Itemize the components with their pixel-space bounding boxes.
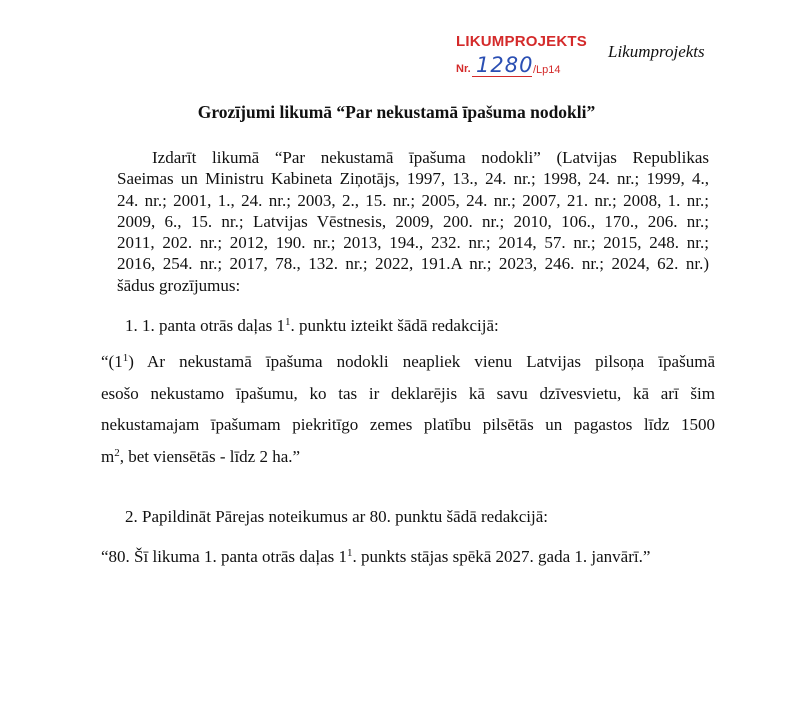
quote2-text-before: “80. Šī likuma 1. panta otrās daļas 1 <box>101 547 347 566</box>
quote1-line: esošo nekustamo īpašumu, ko tas ir deklarējis kā savu dzīvesvietu, kā arī šim <box>101 383 715 403</box>
intro-line: 2016, 254. nr.; 2017, 78., 132. nr.; 2022, 191.A nr.; 2023, 246. nr.; 2024, 62. nr.) <box>117 254 709 274</box>
quote2-superscript: 1 <box>346 546 353 559</box>
quote1-line1-before: “(1 <box>101 352 123 371</box>
stamp-suffix: /Lp14 <box>533 64 561 76</box>
amendment-quote-2 <box>101 547 650 567</box>
amendment-quote-1 <box>101 346 715 472</box>
intro-line: Izdarīt likumā “Par nekustamā īpašuma nodokli” (Latvijas Republikas <box>152 148 709 167</box>
document-title: Grozījumi likumā “Par nekustamā īpašuma nodokli” <box>197 102 596 122</box>
intro-paragraph <box>117 147 709 296</box>
likumprojekts-stamp <box>456 33 587 81</box>
quote1-superscript: 1 <box>122 351 129 364</box>
intro-line: 24. nr.; 2001, 1., 24. nr.; 2003, 2., 15. nr.; 2005, 24. nr.; 2007, 21. nr.; 2008, 1. nr.; <box>117 190 709 210</box>
quote1-line: nekustamajam īpašumam piekritīgo zemes platību pilsētās un pagastos līdz 1500 <box>101 415 715 434</box>
stamp-number-line <box>456 53 568 81</box>
quote1-line <box>101 441 715 473</box>
stamp-title: LIKUMPROJEKTS <box>456 33 587 50</box>
amendment-item-1 <box>125 316 499 336</box>
intro-line: Saeimas un Ministru Kabineta Ziņotājs, 1997, 13., 24. nr.; 1998, 24. nr.; 1999, 4., <box>117 169 709 189</box>
quote1-line4-before: m <box>101 446 115 466</box>
item1-text-before: 1. 1. panta otrās daļas 1 <box>125 316 286 335</box>
amendment-item-2: 2. Papildināt Pārejas noteikumus ar 80. punktu šādā redakcijā: <box>125 507 549 526</box>
quote1-line4-superscript: 2 <box>114 446 120 459</box>
intro-line: 2009, 6., 15. nr.; Latvijas Vēstnesis, 2009, 200. nr.; 2010, 106., 170., 206. nr.; <box>117 211 709 231</box>
item1-text-after: . punktu izteikt šādā redakcijā: <box>290 316 499 335</box>
item1-superscript: 1 <box>285 315 291 328</box>
header-label: Likumprojekts <box>608 42 705 61</box>
quote1-line1-after: ) Ar nekustamā īpašuma nodokli neapliek vienu Latvijas pilsoņa īpašumā <box>128 352 715 371</box>
intro-line: šādus grozījumus: <box>117 275 241 295</box>
stamp-handwritten-number: 1280 <box>476 53 534 77</box>
stamp-nr-prefix: Nr. <box>456 63 471 75</box>
intro-line: 2011, 202. nr.; 2012, 190. nr.; 2013, 194., 232. nr.; 2014, 57. nr.; 2015, 248. nr.; <box>117 233 709 253</box>
quote1-line4-after: , bet viensētās - līdz 2 ha.” <box>119 446 301 466</box>
quote1-line <box>101 346 715 378</box>
quote2-text-after: . punkts stājas spēkā 2027. gada 1. janvārī.” <box>352 547 651 566</box>
